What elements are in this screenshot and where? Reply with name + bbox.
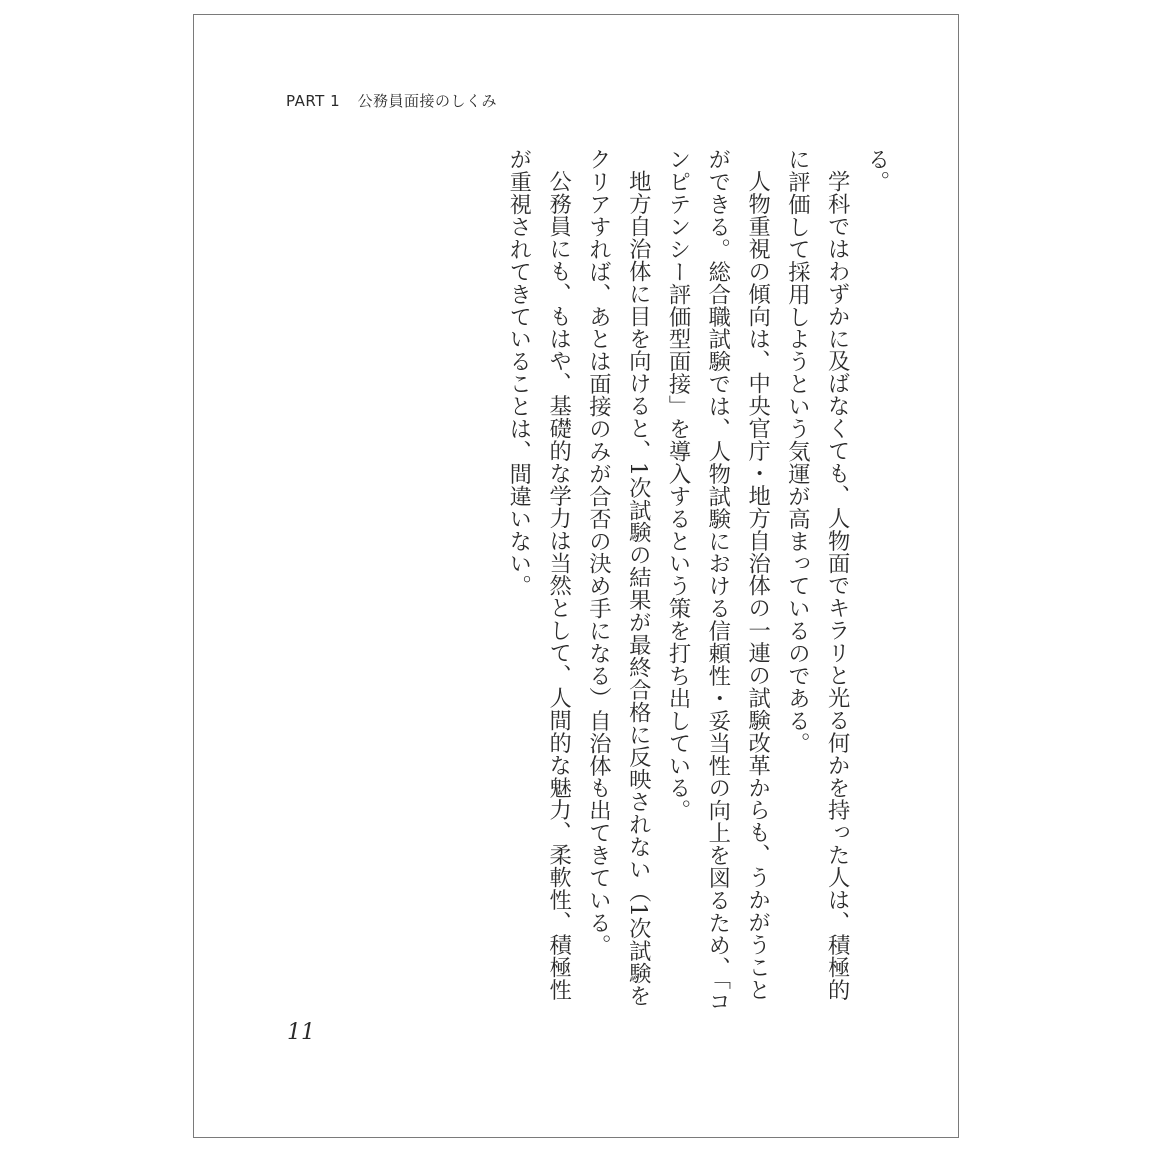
chapter-title: 公務員面接のしくみ <box>357 92 497 110</box>
paragraph-0: る。 <box>864 148 890 193</box>
paragraph-3: 地方自治体に目を向けると、1次試験の結果が最終合格に反映されない（1次試験をクリアすれば、あとは面接のみが合否の決め手になる）自治体も出てきている。 <box>585 148 652 1008</box>
page-number: 11 <box>287 1020 315 1045</box>
paragraph-4: 公務員にも、もはや、基礎的な学力は当然として、人間的な魅力、柔軟性、積極性が重視されてきていることは、間違いない。 <box>505 148 572 1001</box>
part-label: PART 1 <box>286 92 341 110</box>
vertical-body-text <box>340 148 896 1018</box>
paragraph-2: 人物重視の傾向は、中央官庁・地方自治体の一連の試験改革からも、うかがうことができる。総合職試験では、人物試験における信頼性・妥当性の向上を図るため、「コンピテンシー評価型面接」を導入するという策を打ち出している。 <box>665 148 771 1013</box>
paragraph-1: 学科ではわずかに及ばなくても、人物面でキラリと光る何かを持った人は、積極的に評価して採用しようという気運が高まっているのである。 <box>784 148 851 1001</box>
running-header <box>286 90 497 111</box>
